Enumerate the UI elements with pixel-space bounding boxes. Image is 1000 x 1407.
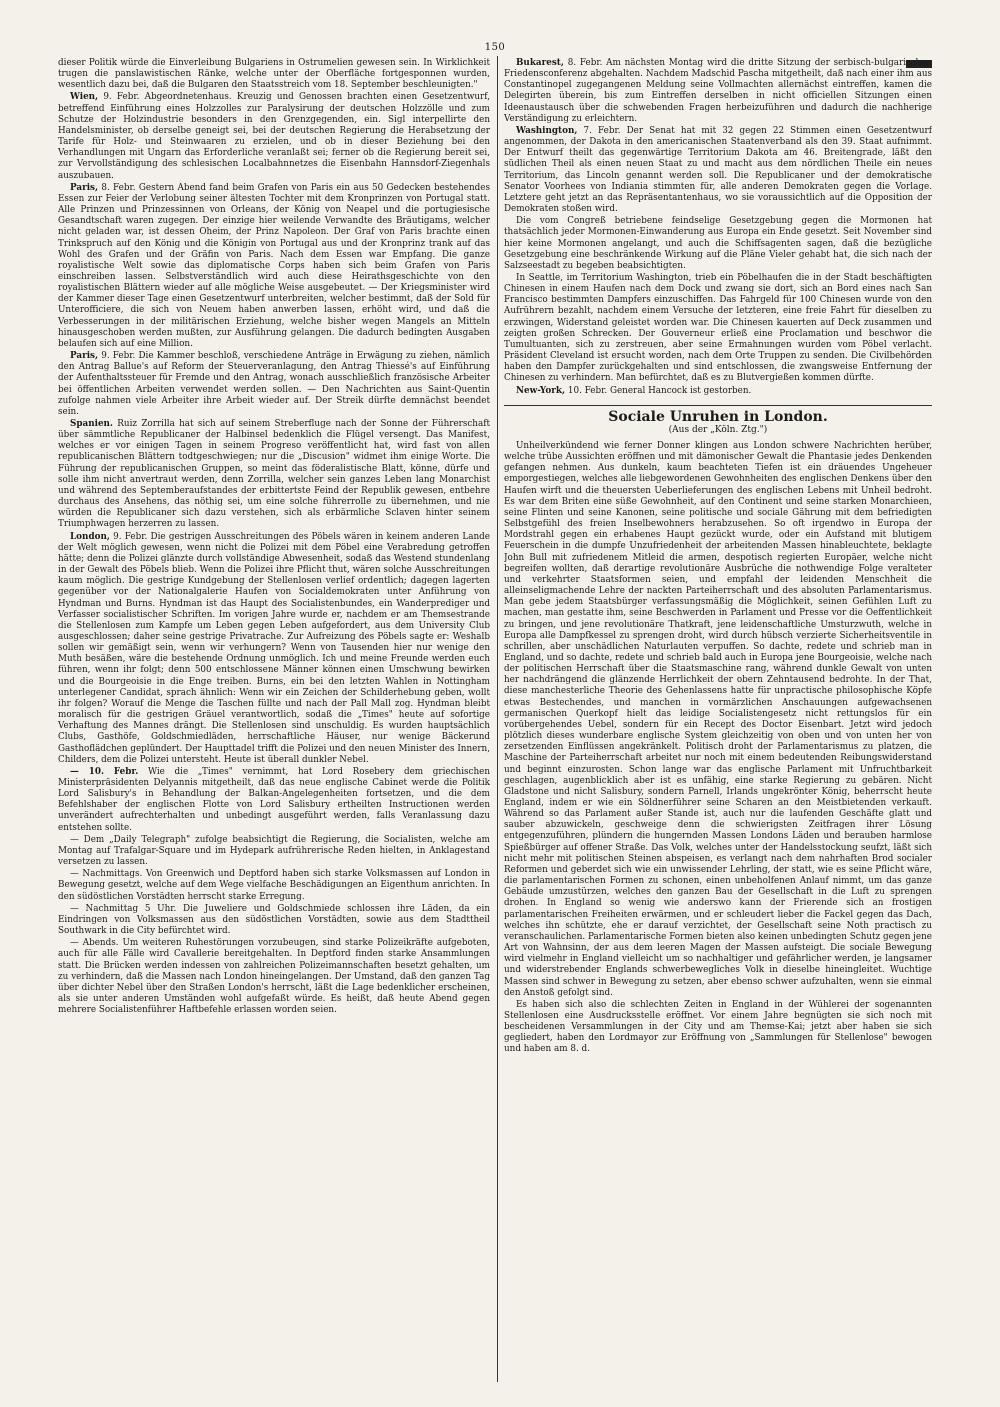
- paragraph-text: dieser Politik würde die Einverleibung Bulgariens in Ostrumelien gewesen sein. In Wirklichkeit trugen die panslawistischen Ränke, welche unter der Oberfläche fortgesponnen wurden, wesentlich dazu bei, daß die Bulgaren den Staatsstreich vom 18. September beschleunigten.": [58, 58, 490, 91]
- news-paragraph: [58, 532, 490, 766]
- paragraph-text: — Nachmittag 5 Uhr. Die Juweliere und Goldschmiede schlossen ihre Läden, da ein Eindringen von Volksmassen aus den südöstlichen Vorstädten, sowie aus dem Stadttheil Southwark in die City befürchtet wird.: [58, 903, 490, 937]
- paragraph-text: — Abends. Um weiteren Ruhestörungen vorzubeugen, sind starke Polizeikräfte aufgeboten, auch für alle Fälle wird Cavallerie bereitgehalten. In Deptford finden starke Ansammlungen statt. Die Brücken werden indessen von zahlreichen Polizeimannschaften besetzt gehalten, um zu verhindern, daß die Massen nach London hineingelangen. Der Umstand, daß den ganzen Tag über dichter Nebel über den Straßen London's herrscht, läßt die Lage bedenklicher erscheinen, als sie unter anderen Umständen wohl aufgefaßt würde. Es heißt, daß heute Abend gegen mehrere Socialistenführer Haftbefehle erlassen worden seien.: [58, 938, 490, 1016]
- news-paragraph: [58, 419, 490, 531]
- article-paragraph: Es haben sich also die schlechten Zeiten in England in der Wühlerei der sogenannten Stellenlosen eine Ausdrucksstelle eröffnet. Vor einem Jahre begnügten sie sich noch mit bescheidenen Versammlungen in der City und am Themse-Kai; jetzt aber haben sie sich gegliedert, haben den Lordmayor zur Eröffnung von „Sammlungen für Stellenlose" bewogen und haben am 8. d.: [504, 999, 932, 1055]
- paragraph-text: 7. Febr. Der Senat hat mit 32 gegen 22 Stimmen einen Gesetzentwurf angenommen, der Dakota in den americanischen Staatenverband als den 39. Staat aufnimmt. Der Entwurf theilt das gegenwärtige Territorium Dakota am 46. Breitengrade, läßt den südlichen Theil als einen neuen Staat zu und macht aus dem nördlichen Theile ein neues Territorium, das Lincoln genannt werden soll. Die Republicaner und der demokratische Senator Voorhees von Indiania stimmten für, alle anderen Demokraten gegen die Vorlage. Letztere geht jetzt an das Repräsentantenhaus, wo sie voraussichtlich auf die Opposition der Demokraten stoßen wird.: [504, 125, 932, 215]
- left-column: [58, 58, 490, 1382]
- dateline: Bukarest,: [516, 58, 564, 68]
- paragraph-text: 10. Febr. General Hancock ist gestorben.: [567, 385, 752, 396]
- paragraph-text: 8. Febr. Am nächsten Montag wird die dritte Sitzung der serbisch-bulgarischen Friedensconferenz abgehalten. Nachdem Madschid Pascha mitgetheilt, daß nach einer ihm aus Constantinopel zugegangenen Meldung seine Vollmachten allernächst eintreffen, kamen die Delegirten überein, bis zum Eintreffen derselben in nicht officiellen Sitzungen einen Ideenaustausch über die schwebenden Fragen herbeizuführen und dadurch die nachherige Verständigung zu erleichtern.: [504, 58, 932, 124]
- dateline: Paris,: [70, 351, 99, 362]
- dateline: London,: [70, 531, 110, 542]
- page-number: 150: [484, 42, 506, 53]
- news-items: [504, 58, 932, 397]
- column-divider: [497, 56, 498, 1382]
- paragraph-text: Die vom Congreß betriebene feindselige Gesetzgebung gegen die Mormonen hat thatsächlich jeder Mormonen-Einwanderung aus Europa ein Ende gesetzt. Seit November sind hier keine Mormonen angelangt, und auch die Schiffsagenten sagen, daß die bezügliche Gesetzgebung eine beschränkende Wirkung auf die Pläne Vieler gehabt hat, die sich nach der Salzseestadt zu begeben beabsichtigten.: [504, 216, 932, 271]
- dateline: New-York,: [516, 385, 566, 396]
- news-paragraph: [58, 835, 490, 868]
- paragraph-text: 9. Febr. Die Kammer beschloß, verschiedene Anträge in Erwägung zu ziehen, nämlich den Antrag Ballue's auf Reform der Steuerveranlagung, den Antrag Thiessé's auf Einführung der Aufenthaltssteuer für Fremde und den Antrag, wonach ausschließlich französische Arbeiter bei öffentlichen Arbeiten verwendet werden sollen. — Den Nachrichten aus Saint-Quentin zufolge nahmen viele Arbeiter ihre Arbeit wieder auf. Der Streik dürfte demnächst beendet sein.: [58, 351, 490, 417]
- dateline: Washington,: [516, 125, 578, 136]
- news-paragraph: [504, 273, 932, 385]
- paragraph-text: 9. Febr. Abgeordnetenhaus. Kreuzig und Genossen brachten einen Gesetzentwurf, betreffend Einführung eines Holzzolles zur Paralysirung der deutschen Holzzölle und zum Schutze der Holzindustrie besonders in den Grenzgegenden, ein. Sigl interpellirte den Handelsminister, ob derselbe geneigt sei, bei der deutschen Regierung die Herabsetzung der Tarife für Holz- und Steinwaaren zu erzielen, und ob in dieser Beziehung bei den Verhandlungen mit Ungarn das Erforderliche veranlaßt sei; ferner ob die Regierung bereit sei, zur Vervollständigung des schlesischen Localbahnnetzes die Eisenbahn Hannsdorf-Ziegenhals auszubauen.: [58, 92, 490, 181]
- paragraph-text: In Seattle, im Territorium Washington, trieb ein Pöbelhaufen die in der Stadt beschäftigten Chinesen in einem Haufen nach dem Dock und zwang sie dort, sich an Bord eines nach San Francisco bestimmten Dampfers einzuschiffen. Das Fahrgeld für 100 Chinesen wurde von den Aufrührern bezahlt, nachdem einem Versuche der letzteren, eine freie Fahrt für dieselben zu erzwingen, Widerstand geleistet worden war. Die Chinesen kauerten auf Deck zusammen und zeigten großen Schrecken. Der Gouverneur erließ eine Proclamation und beschwor die Tumultuanten, sich zu zerstreuen, aber seine Ermahnungen wurden vom Pöbel verlacht. Präsident Cleveland ist ersucht worden, nach dem Orte Truppen zu senden. Die Civilbehörden haben den Dampfer zurückgehalten und sind entschlossen, die zwangsweise Entfernung der Chinesen zu verhindern. Man befürchtet, daß es zu Blutvergießen kommen dürfte.: [504, 272, 932, 384]
- newspaper-page: [58, 42, 932, 1382]
- news-paragraph: [58, 904, 490, 937]
- news-paragraph: [504, 58, 932, 125]
- article-paragraph: Unheilverkündend wie ferner Donner klingen aus London schwere Nachrichten herüber, welche trübe Aussichten eröffnen und mit dämonischer Gewalt die Phantasie jedes Denkenden gefangen nehmen. Aus dunkeln, kaum beachteten Tiefen ist ein dräuendes Ungeheuer emporgestiegen, welches alle liebgewordenen Gewohnheiten des englischen Denkens über den Haufen wirft und die theuersten Ueberlieferungen des englischen Lebens mit Unheil bedroht. Es war dem Briten eine süße Gewohnheit, auf den Continent und seine starken Monarchieen, seine Flinten und seine Kanonen, seine politische und sociale Gährung mit dem befriedigten Selbstgefühl des freien Inselbewohners herabzusehen. So oft irgendwo in Europa der Mordstrahl gegen ein erhabenes Haupt gezückt wurde, oder ein Aufstand mit blutigem Feuerschein in die dumpfe Unzufriedenheit der arbeitenden Massen hinableuchtete, beklagte John Bull mit zufriedenem Mitleid die armen, despotisch regierten Europäer, welche nicht begreifen wollten, daß derartige revolutionäre Ausbrüche die nothwendige Folge veralteter und verkehrter Staatsformen seien, und empfahl der leidenden Menschheit die alleinseligmachende Lehre der nackten Parteiherrschaft und des absoluten Parlamentarismus. Man gebe jedem Staatsbürger verfassungsmäßig die Möglichkeit, seinen Gefühlen Luft zu machen, man gestatte ihm, seine Beschwerden in Parlament und Presse vor die Oeffentlichkeit zu bringen, und jene revolutionäre Thatkraft, jene leidenschaftliche Umsturzwuth, welche in Europa alle Dampfkessel zu sprengen droht, wird durch hübsch verzierte Sicherheitsventile in schrillen, aber unschädlichen Naturlauten verpuffen. So dachte, redete und schrieb man in England, und so dachte, redete und schrieb bald auch in Europa jene Bourgeoisie, welche nach der politischen Herrschaft über die Staatsmaschine rang, während dunkle Gewalt von unten her nachdrängend die glänzende Herrlichkeit der obern Zehntausend bedrohte. In der That, diese manchesterliche Theorie des Gehenlassens hatte für unpractische philosophische Köpfe etwas Bestechendes, und manchen in vormärzlichen Anschauungen aufgewachsenen germanischen Querkopf hielt das leidige Socialistengesetz nicht rettungslos für ein vorübergehendes Uebel, sondern für ein Recept des Doctor Eisenbart. Jetzt wird jedoch plötzlich dieses wunderbare englische System gleichzeitig von oben und von unten her von zersetzenden Einflüssen angekränkelt. Politisch droht der Parlamentarismus zu platzen, die Maschine der Parteiherrschaft arbeitet nur noch mit einem bedeutenden Reibungswiderstand und beginnt einzurosten. Schon lange war das englische Parlament mit Unfruchtbarkeit geschlagen, augenblicklich aber ist es unfähig, eine starke Regierung zu gebären. Nicht Gladstone und nicht Salisbury, sondern Parnell, Irlands ungekrönter König, beherrscht heute England, indem er wie ein Söldnerführer seine Scharen an den Meistbietenden verkauft. Während so das Parlament außer Stande ist, auch nur die laufenden Geschäfte glatt und sauber abzuwickeln, geschweige denn die schwierigsten Zeitfragen ihrer Lösung entgegenzuführen, plündern die hungernden Massen Londons Läden und berauben harmlose Spießbürger auf offener Straße. Das Volk, welches unter der Handelsstockung seufzt, läßt sich nicht mehr mit politischen Steinen abspeisen, es verlangt nach dem nahrhaften Brod socialer Reformen und geberdet sich wie ein unwissender Lehrling, der statt, wie es seine Pflicht wäre, die parlamentarischen Formen zu schonen, einen unbeholfenen Anlauf nimmt, um das ganze Gebäude umzustürzen, welches den ganzen Bau der Gesellschaft in die Luft zu sprengen drohen. In England so wenig wie anderswo kann der Frierende sich an frostigen parlamentarischen Freiheiten erwärmen, und er schleudert lieber die Fackel gegen das Dach, welches ihn schützte, ehe er darauf verzichtet, der Gesellschaft seine Noth practisch zu veranschaulichen. Parlamentarische Formen bieten also keinen unbedingten Schutz gegen jene Art von Wahnsinn, der aus dem leeren Magen der Massen aufsteigt. Die sociale Bewegung wird vielmehr in England vielleicht um so nachhaltiger und gefährlicher werden, je langsamer und widerstrebender Englands schwerbewegliches Volk in dieselbe hineingleitet. Wuchtige Massen sind schwer in Bewegung zu setzen, aber ebenso schwer aufzuhalten, wenn sie einmal den Anstoß gefolgt sind.: [504, 441, 932, 998]
- news-paragraph: [58, 183, 490, 350]
- news-paragraph: [504, 126, 932, 215]
- paragraph-text: 8. Febr. Gestern Abend fand beim Grafen von Paris ein aus 50 Gedecken bestehendes Essen zur Feier der Verlobung seiner ältesten Tochter mit dem Kronprinzen von Portugal statt. Alle Prinzen und Prinzessinnen von Orleans, der König von Neapel und die portugiesische Gesandtschaft waren zugegen. Der einzige hier weilende Verwandte des Bräutigams, welcher nicht geladen war, ist dessen Oheim, der Prinz Napoleon. Der Graf von Paris brachte einen Trinkspruch auf den König und die Königin von Portugal aus und der Kronprinz trank auf das Wohl des Grafen und der Gräfin von Paris. Nach dem Essen war Empfang. Die ganze royalistische Welt sowie das diplomatische Corps haben sich beim Grafen von Paris einschreiben lassen. Selbstverständlich wird auch diese Heirathsgeschichte von den royalistischen Blättern wieder auf alle mögliche Weise ausgebeutet. — Der Kriegsminister wird der Kammer dieser Tage einen Gesetzentwurf unterbreiten, welcher bestimmt, daß der Sold für Unterofficiere, die sich von Neuem haben anwerben lassen, erhöht wird, und daß die Verbesserungen in der militärischen Erziehung, welche bisher wegen Mangels an Mitteln hinausgeschoben werden mußten, zur Ausführung gelangen. Die dadurch bedingten Ausgaben belaufen sich auf eine Million.: [58, 182, 490, 349]
- news-paragraph: [58, 869, 490, 902]
- right-column: [504, 58, 932, 1382]
- paragraph-text: 9. Febr. Die gestrigen Ausschreitungen des Pöbels wären in keinem anderen Lande der Welt möglich gewesen, wenn nicht die Polizei mit dem Pöbel eine Verabredung getroffen hätte; denn die Polizei glänzte durch vollständige Abwesenheit, sodaß das Westend stundenlang in der Gewalt des Pöbels blieb. Wenn die Polizei ihre Pflicht thut, wären solche Ausschreitungen kaum möglich. Die gestrige Kundgebung der Stellenlosen verlief ordentlich; dagegen lagerten gegenüber vor der Nationalgalerie Haufen von Socialdemokraten unter Anführung von Hyndman und Burns. Hyndman ist das Haupt des Socialistenbundes, ein Wanderprediger und Verfasser socialistischer Schriften. Im vorigen Jahre wurde er, nachdem er am Themsestrande die Stellenlosen zum Kampfe um Leben gegen Leben aufgefordert, aus dem University Club ausgeschlossen; daher seine gestrige Privatrache. Zur Aufreizung des Pöbels sagte er: Weshalb sollen wir gemäßigt sein, wenn wir verhungern? Wenn von Tausenden hier nur wenige den Muth besäßen, wäre die bestehende Ordnung unmöglich. Ich und meine Freunde werden euch führen, wenn ihr folgt; denn 500 entschlossene Männer können einen Umschwung bewirken und die Bourgeoisie in die Enge treiben. Burns, ein bei den letzten Wahlen in Nottingham unterlegener Candidat, sprach ähnlich: Wenn wir ein Zeichen der Schilderhebung geben, wollt ihr folgen? Worauf die Menge die Taschen füllte und nach der Pall Mall zog. Hyndman bleibt moralisch für die gestrigen Gräuel verantwortlich, sodaß die „Times" heute auf sofortige Verhaftung des Mannes drängt. Die Stellenlosen sind unschuldig. Es wurden hauptsächlich Clubs, Gasthöfe, Goldschmiedläden, herrschaftliche Häuser, nur wenige Bäckerund Gasthoflädchen geplündert. Der Haupttadel trifft die Polizei und den neuen Minister des Innern, Childers, dem die Polizei untersteht. Heute ist überall dunkler Nebel.: [58, 531, 490, 765]
- news-paragraph: [58, 938, 490, 1016]
- dateline: — 10. Febr.: [70, 766, 139, 777]
- article-body: [504, 441, 932, 1056]
- paragraph-text: Ruiz Zorrilla hat sich auf seinem Streberfluge nach der Sonne der Führerschaft über sämmtliche Republicaner der Halbinsel bedenklich die Flügel versengt. Das Manifest, welches er vor einigen Tagen in seinem Progreso veröffentlicht hat, wird fast von allen republicanischen Blättern todtgeschwiegen; nur die „Discusion" widmet ihm einige Worte. Die Führung der republicanischen Gruppen, so meint das föderalistische Blatt, könne, dürfe und solle ihm nicht anvertraut werden, denn Zorrilla, welcher sein ganzes Leben lang Monarchist und während des Septemberaufstandes der erbittertste Feind der Republik gewesen, entbehre durchaus des Ansehens, das nöthig sei, um eine solche führerrolle zu übernehmen, und nie würden die Republicaner sich dazu verstehen, sich als erbärmliche Sclaven hinter seinem Triumphwagen herzerren zu lassen.: [58, 419, 490, 530]
- news-paragraph: [504, 216, 932, 272]
- news-paragraph: [504, 386, 932, 397]
- dateline: Wien,: [70, 92, 99, 103]
- article-source: (Aus der „Köln. Ztg."): [668, 424, 768, 435]
- paragraph-text: Wie die „Times" vernimmt, hat Lord Rosebery dem griechischen Ministerpräsidenten Delyannis mitgetheilt, daß das neue englische Cabinet werde die Politik Lord Salisbury's in Behandlung der Balkan-Angelegenheiten fortsetzen, und die dem Befehlshaber der englischen Flotte von Lord Salisbury ertheilten Instructionen werden unverändert aufrechterhalten und unbedingt ausgeführt werden, falls Veranlassung dazu entstehen sollte.: [58, 766, 490, 833]
- news-paragraph: [58, 351, 490, 418]
- article-headline: Sociale Unruhen in London.: [504, 405, 932, 423]
- dateline: Paris,: [70, 182, 99, 193]
- news-paragraph: [58, 58, 490, 91]
- paragraph-text: — Nachmittags. Von Greenwich und Deptford haben sich starke Volksmassen auf London in Bewegung gesetzt, welche auf dem Wege vielfache Beschädigungen an Eigenthum anrichten. In den südöstlichen Vorstädten herrscht starke Erregung.: [58, 869, 490, 902]
- news-paragraph: [58, 92, 490, 181]
- dateline: Spanien.: [70, 419, 113, 429]
- paragraph-text: — Dem „Daily Telegraph" zufolge beabsichtigt die Regierung, die Socialisten, welche am Montag auf Trafalgar-Square und im Hydepark aufrührerische Reden hielten, in Anklagestand versetzen zu lassen.: [58, 834, 490, 868]
- news-paragraph: [58, 767, 490, 834]
